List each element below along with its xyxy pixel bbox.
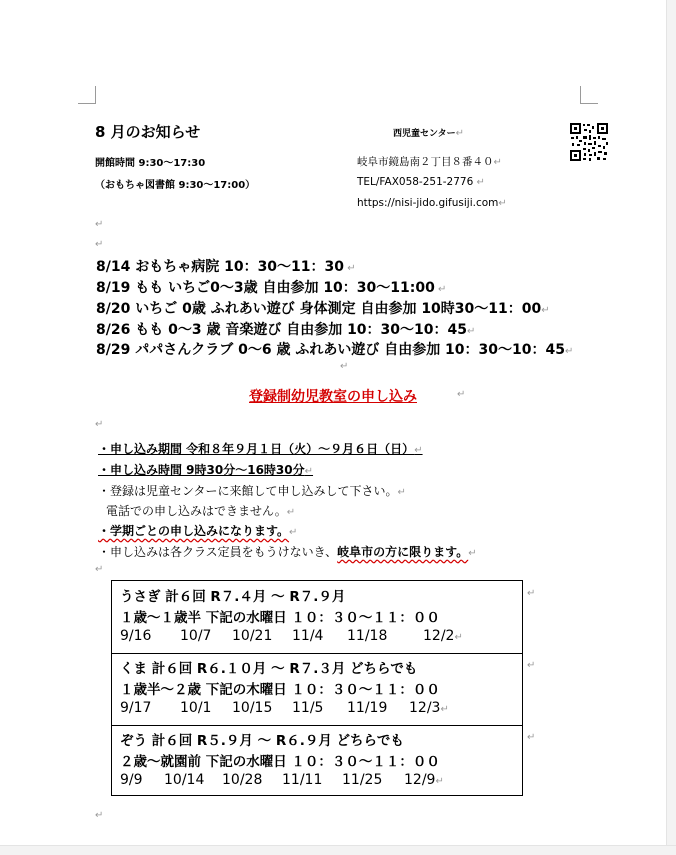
- address: 岐阜市鏡島南２丁目８番４０↵: [357, 156, 502, 168]
- registration-period: ・申し込み期間 令和８年９月１日（火）～９月６日（日）↵: [98, 442, 423, 456]
- class-age-time: １歳～１歳半 下記の水曜日 １０：３０～１１：００: [120, 610, 440, 626]
- paragraph-mark: ↵: [340, 361, 349, 372]
- registration-time: ・申し込み時間 9時30分～16時30分↵: [98, 463, 314, 477]
- page-title: 8 月のお知らせ: [95, 123, 201, 141]
- class-dates: 9/17 10/1 10/15 11/5 11/19 12/3↵: [120, 700, 449, 716]
- paragraph-mark: ↵: [95, 810, 104, 821]
- class-title: くま 計６回 R６.１０月 ～ R７.３月 どちらでも: [120, 661, 418, 677]
- paragraph-mark: ↵: [95, 419, 104, 430]
- crop-mark-top-left: [78, 86, 96, 104]
- registration-heading: 登録制幼児教室の申し込み: [249, 389, 417, 405]
- registration-note-residents: ・申し込みは各クラス定員をもうけないき、岐阜市の方に限ります。↵: [98, 545, 477, 559]
- schedule-item: 8/29 パパさんクラブ 0～6 歳 ふれあい遊び 自由参加 10：30～10：45↵: [96, 342, 574, 358]
- cell-end-mark: ↵: [527, 660, 536, 671]
- toy-library-hours: （おもちゃ図書館 9:30～17:00）: [95, 180, 256, 191]
- registration-note-term: ・学期ごとの申し込みになります。↵: [98, 524, 298, 538]
- class-age-time: ２歳～就園前 下記の水曜日 １０：３０～１１：００: [120, 754, 440, 770]
- class-row-zou: [112, 725, 522, 795]
- schedule-item: 8/20 いちご 0歳 ふれあい遊び 身体測定 自由参加 10時30～11：00↵: [96, 301, 550, 317]
- scrollbar-edge: [666, 0, 676, 855]
- paragraph-mark: ↵: [95, 219, 104, 230]
- cell-end-mark: ↵: [527, 588, 536, 599]
- class-dates: 9/9 10/14 10/28 11/11 11/25 12/9↵: [120, 772, 444, 788]
- schedule-item: 8/26 もも 0～3 歳 音楽遊び 自由参加 10：30～10：45↵: [96, 322, 476, 338]
- paragraph-mark: ↵: [95, 564, 104, 575]
- page-bottom-edge: [0, 845, 676, 855]
- class-schedule-table: [111, 580, 523, 796]
- class-title: ぞう 計６回 R５.９月 ～ R６.９月 どちらでも: [120, 733, 404, 749]
- class-title: うさぎ 計６回 R７.４月 ～ R７.９月: [120, 589, 346, 605]
- phone: TEL/FAX058-251-2776 ↵: [357, 176, 485, 188]
- qr-code-icon: [569, 122, 609, 162]
- registration-note-visit: ・登録は児童センターに来館して申し込みして下さい。↵: [98, 484, 406, 498]
- cell-end-mark: ↵: [527, 732, 536, 743]
- center-name: 西児童センター↵: [393, 128, 465, 139]
- schedule-item: 8/14 おもちゃ病院 10：30～11：30 ↵: [96, 259, 356, 275]
- class-row-kuma: [112, 653, 522, 726]
- website-link[interactable]: https://nisi-jido.gifusiji.com↵: [357, 197, 507, 209]
- class-age-time: １歳半～２歳 下記の木曜日 １０：３０～１１：００: [120, 682, 440, 698]
- schedule-item: 8/19 もも いちご0～3歳 自由参加 10：30～11:00 ↵: [96, 280, 447, 296]
- registration-note-phone: 電話での申し込みはできません。↵: [106, 504, 296, 518]
- paragraph-mark: ↵: [95, 239, 104, 250]
- open-hours: 開館時間 9:30～17:30: [95, 158, 206, 169]
- class-dates: 9/16 10/7 10/21 11/4 11/18 12/2↵: [120, 628, 463, 644]
- crop-mark-top-right: [580, 86, 598, 104]
- paragraph-mark: ↵: [457, 389, 466, 400]
- class-row-usagi: [112, 581, 522, 654]
